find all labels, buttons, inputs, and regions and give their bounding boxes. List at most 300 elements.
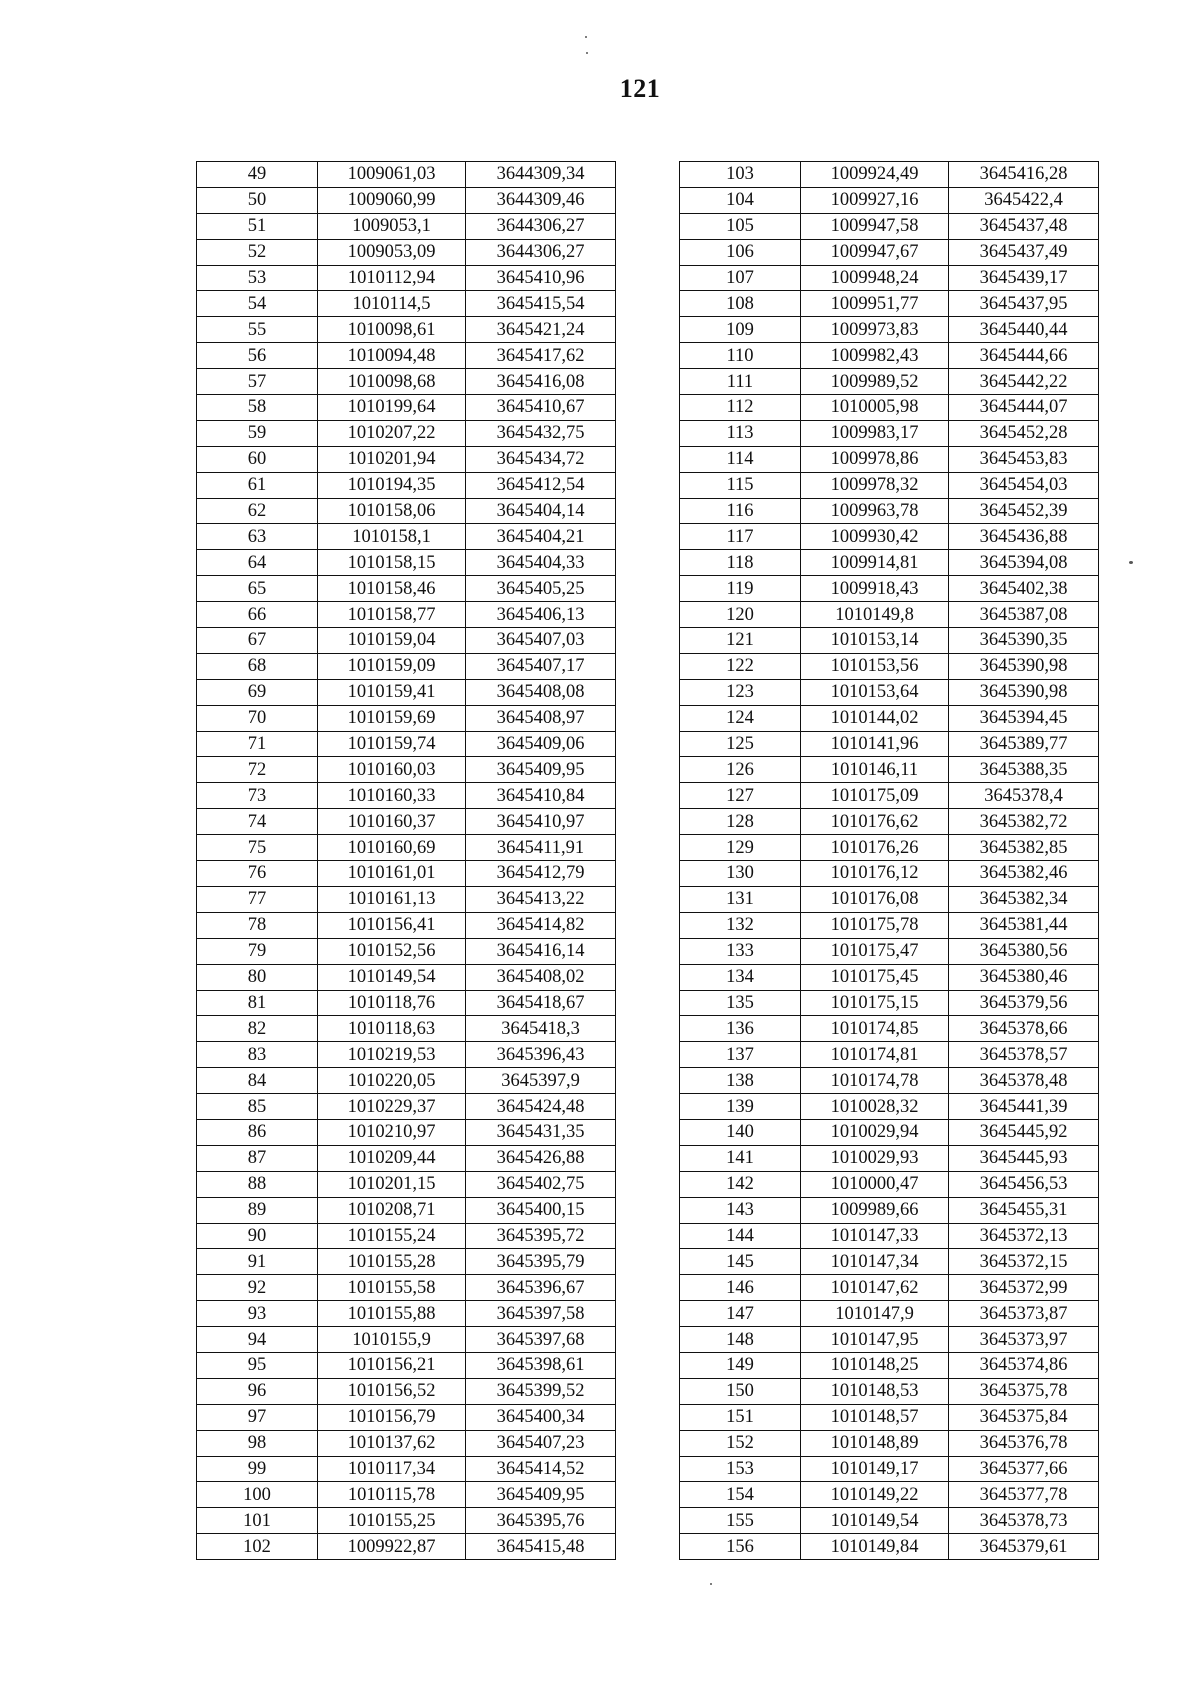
point-number-cell: 144: [680, 1223, 801, 1249]
x-coordinate-cell: 1010219,53: [318, 1042, 466, 1068]
y-coordinate-cell: 3645374,86: [949, 1352, 1099, 1378]
table-row: [680, 705, 1099, 731]
y-coordinate-cell: 3645442,22: [949, 369, 1099, 395]
x-coordinate-cell: 1009989,66: [801, 1197, 949, 1223]
table-row: [197, 938, 616, 964]
scan-speck: [586, 52, 588, 54]
table-row: [197, 524, 616, 550]
table-row: [197, 731, 616, 757]
table-row: [197, 886, 616, 912]
point-number-cell: 60: [197, 446, 318, 472]
table-row: [680, 1301, 1099, 1327]
point-number-cell: 106: [680, 239, 801, 265]
table-row: [680, 861, 1099, 887]
table-row: [197, 1301, 616, 1327]
point-number-cell: 136: [680, 1016, 801, 1042]
x-coordinate-cell: 1009053,1: [318, 213, 466, 239]
y-coordinate-cell: 3645437,48: [949, 213, 1099, 239]
point-number-cell: 119: [680, 576, 801, 602]
point-number-cell: 123: [680, 679, 801, 705]
x-coordinate-cell: 1010153,14: [801, 628, 949, 654]
table-row: [680, 809, 1099, 835]
y-coordinate-cell: 3645426,88: [466, 1145, 616, 1171]
point-number-cell: 95: [197, 1352, 318, 1378]
table-row: [680, 291, 1099, 317]
point-number-cell: 141: [680, 1145, 801, 1171]
table-row: [680, 1456, 1099, 1482]
x-coordinate-cell: 1010194,35: [318, 472, 466, 498]
table-row: [197, 783, 616, 809]
x-coordinate-cell: 1010220,05: [318, 1068, 466, 1094]
y-coordinate-cell: 3645375,84: [949, 1404, 1099, 1430]
table-row: [197, 861, 616, 887]
y-coordinate-cell: 3645382,34: [949, 886, 1099, 912]
y-coordinate-cell: 3645412,54: [466, 472, 616, 498]
y-coordinate-cell: 3645409,95: [466, 1482, 616, 1508]
point-number-cell: 126: [680, 757, 801, 783]
y-coordinate-cell: 3645418,67: [466, 990, 616, 1016]
y-coordinate-cell: 3645379,61: [949, 1534, 1099, 1560]
point-number-cell: 79: [197, 938, 318, 964]
table-row: [680, 1249, 1099, 1275]
point-number-cell: 87: [197, 1145, 318, 1171]
y-coordinate-cell: 3645413,22: [466, 886, 616, 912]
table-row: [197, 369, 616, 395]
x-coordinate-cell: 1010115,78: [318, 1482, 466, 1508]
x-coordinate-cell: 1010174,78: [801, 1068, 949, 1094]
x-coordinate-cell: 1009061,03: [318, 162, 466, 188]
point-number-cell: 129: [680, 835, 801, 861]
x-coordinate-cell: 1010155,28: [318, 1249, 466, 1275]
table-row: [197, 679, 616, 705]
table-row: [680, 213, 1099, 239]
x-coordinate-cell: 1010148,89: [801, 1430, 949, 1456]
y-coordinate-cell: 3645455,31: [949, 1197, 1099, 1223]
x-coordinate-cell: 1009982,43: [801, 343, 949, 369]
x-coordinate-cell: 1010147,33: [801, 1223, 949, 1249]
point-number-cell: 125: [680, 731, 801, 757]
point-number-cell: 142: [680, 1171, 801, 1197]
x-coordinate-cell: 1010148,25: [801, 1352, 949, 1378]
x-coordinate-cell: 1010153,64: [801, 679, 949, 705]
x-coordinate-cell: 1010147,34: [801, 1249, 949, 1275]
table-row: [680, 1042, 1099, 1068]
x-coordinate-cell: 1010148,53: [801, 1378, 949, 1404]
y-coordinate-cell: 3645388,35: [949, 757, 1099, 783]
x-coordinate-cell: 1009948,24: [801, 265, 949, 291]
y-coordinate-cell: 3645378,73: [949, 1508, 1099, 1534]
table-row: [197, 420, 616, 446]
y-coordinate-cell: 3644306,27: [466, 213, 616, 239]
x-coordinate-cell: 1009930,42: [801, 524, 949, 550]
table-row: [680, 1430, 1099, 1456]
table-row: [680, 628, 1099, 654]
point-number-cell: 110: [680, 343, 801, 369]
point-number-cell: 50: [197, 187, 318, 213]
x-coordinate-cell: 1010098,68: [318, 369, 466, 395]
y-coordinate-cell: 3645378,57: [949, 1042, 1099, 1068]
x-coordinate-cell: 1010147,9: [801, 1301, 949, 1327]
y-coordinate-cell: 3645437,49: [949, 239, 1099, 265]
point-number-cell: 66: [197, 602, 318, 628]
point-number-cell: 131: [680, 886, 801, 912]
x-coordinate-cell: 1010208,71: [318, 1197, 466, 1223]
x-coordinate-cell: 1010152,56: [318, 938, 466, 964]
x-coordinate-cell: 1010161,13: [318, 886, 466, 912]
table-row: [680, 835, 1099, 861]
table-row: [680, 938, 1099, 964]
table-row: [680, 731, 1099, 757]
table-row: [680, 1094, 1099, 1120]
table-row: [197, 576, 616, 602]
y-coordinate-cell: 3645452,39: [949, 498, 1099, 524]
y-coordinate-cell: 3645377,78: [949, 1482, 1099, 1508]
point-number-cell: 109: [680, 317, 801, 343]
point-number-cell: 67: [197, 628, 318, 654]
point-number-cell: 56: [197, 343, 318, 369]
point-number-cell: 154: [680, 1482, 801, 1508]
table-row: [197, 990, 616, 1016]
y-coordinate-cell: 3645373,97: [949, 1327, 1099, 1353]
x-coordinate-cell: 1010156,79: [318, 1404, 466, 1430]
x-coordinate-cell: 1009947,58: [801, 213, 949, 239]
scan-speck: [585, 36, 587, 38]
point-number-cell: 63: [197, 524, 318, 550]
table-row: [197, 395, 616, 421]
table-row: [197, 1171, 616, 1197]
x-coordinate-cell: 1010118,63: [318, 1016, 466, 1042]
y-coordinate-cell: 3645407,17: [466, 653, 616, 679]
table-row: [680, 317, 1099, 343]
x-coordinate-cell: 1010153,56: [801, 653, 949, 679]
x-coordinate-cell: 1009060,99: [318, 187, 466, 213]
table-row: [197, 1327, 616, 1353]
x-coordinate-cell: 1010149,8: [801, 602, 949, 628]
point-number-cell: 103: [680, 162, 801, 188]
x-coordinate-cell: 1009978,32: [801, 472, 949, 498]
y-coordinate-cell: 3645415,54: [466, 291, 616, 317]
table-row: [197, 628, 616, 654]
scan-speck: [1129, 561, 1133, 564]
table-row: [197, 1534, 616, 1560]
y-coordinate-cell: 3645375,78: [949, 1378, 1099, 1404]
y-coordinate-cell: 3645372,13: [949, 1223, 1099, 1249]
y-coordinate-cell: 3645452,28: [949, 420, 1099, 446]
x-coordinate-cell: 1010158,77: [318, 602, 466, 628]
y-coordinate-cell: 3645434,72: [466, 446, 616, 472]
y-coordinate-cell: 3645436,88: [949, 524, 1099, 550]
y-coordinate-cell: 3644306,27: [466, 239, 616, 265]
y-coordinate-cell: 3645441,39: [949, 1094, 1099, 1120]
point-number-cell: 102: [197, 1534, 318, 1560]
y-coordinate-cell: 3645390,35: [949, 628, 1099, 654]
table-row: [197, 317, 616, 343]
table-row: [680, 576, 1099, 602]
x-coordinate-cell: 1010176,62: [801, 809, 949, 835]
y-coordinate-cell: 3645411,91: [466, 835, 616, 861]
x-coordinate-cell: 1010029,93: [801, 1145, 949, 1171]
point-number-cell: 65: [197, 576, 318, 602]
point-number-cell: 83: [197, 1042, 318, 1068]
point-number-cell: 108: [680, 291, 801, 317]
page-number: 121: [619, 74, 661, 103]
table-row: [680, 1404, 1099, 1430]
y-coordinate-cell: 3645414,82: [466, 912, 616, 938]
y-coordinate-cell: 3645380,46: [949, 964, 1099, 990]
y-coordinate-cell: 3645410,97: [466, 809, 616, 835]
table-row: [197, 162, 616, 188]
y-coordinate-cell: 3645410,96: [466, 265, 616, 291]
table-row: [197, 1378, 616, 1404]
y-coordinate-cell: 3645389,77: [949, 731, 1099, 757]
table-row: [197, 705, 616, 731]
table-row: [197, 1145, 616, 1171]
x-coordinate-cell: 1009947,67: [801, 239, 949, 265]
point-number-cell: 140: [680, 1119, 801, 1145]
y-coordinate-cell: 3645416,14: [466, 938, 616, 964]
x-coordinate-cell: 1010229,37: [318, 1094, 466, 1120]
x-coordinate-cell: 1010159,04: [318, 628, 466, 654]
point-number-cell: 153: [680, 1456, 801, 1482]
table-row: [680, 162, 1099, 188]
table-row: [197, 653, 616, 679]
x-coordinate-cell: 1009053,09: [318, 239, 466, 265]
y-coordinate-cell: 3645394,45: [949, 705, 1099, 731]
point-number-cell: 100: [197, 1482, 318, 1508]
y-coordinate-cell: 3645437,95: [949, 291, 1099, 317]
point-number-cell: 71: [197, 731, 318, 757]
y-coordinate-cell: 3645397,58: [466, 1301, 616, 1327]
point-number-cell: 156: [680, 1534, 801, 1560]
table-row: [680, 369, 1099, 395]
point-number-cell: 105: [680, 213, 801, 239]
table-row: [680, 446, 1099, 472]
y-coordinate-cell: 3645397,9: [466, 1068, 616, 1094]
coordinates-table-right-body: [680, 162, 1099, 1560]
x-coordinate-cell: 1009927,16: [801, 187, 949, 213]
x-coordinate-cell: 1009951,77: [801, 291, 949, 317]
y-coordinate-cell: 3645439,17: [949, 265, 1099, 291]
point-number-cell: 149: [680, 1352, 801, 1378]
x-coordinate-cell: 1010114,5: [318, 291, 466, 317]
point-number-cell: 120: [680, 602, 801, 628]
point-number-cell: 51: [197, 213, 318, 239]
x-coordinate-cell: 1010005,98: [801, 395, 949, 421]
table-row: [680, 1352, 1099, 1378]
table-row: [197, 1094, 616, 1120]
x-coordinate-cell: 1010148,57: [801, 1404, 949, 1430]
table-row: [197, 498, 616, 524]
point-number-cell: 118: [680, 550, 801, 576]
x-coordinate-cell: 1010175,78: [801, 912, 949, 938]
y-coordinate-cell: 3645453,83: [949, 446, 1099, 472]
y-coordinate-cell: 3645398,61: [466, 1352, 616, 1378]
x-coordinate-cell: 1010149,22: [801, 1482, 949, 1508]
x-coordinate-cell: 1010158,06: [318, 498, 466, 524]
x-coordinate-cell: 1010201,94: [318, 446, 466, 472]
y-coordinate-cell: 3644309,46: [466, 187, 616, 213]
y-coordinate-cell: 3645390,98: [949, 679, 1099, 705]
table-row: [197, 1456, 616, 1482]
point-number-cell: 104: [680, 187, 801, 213]
point-number-cell: 57: [197, 369, 318, 395]
x-coordinate-cell: 1010160,69: [318, 835, 466, 861]
y-coordinate-cell: 3645394,08: [949, 550, 1099, 576]
table-row: [680, 1223, 1099, 1249]
x-coordinate-cell: 1010158,15: [318, 550, 466, 576]
table-row: [680, 420, 1099, 446]
y-coordinate-cell: 3645404,33: [466, 550, 616, 576]
coordinates-table-right: [679, 161, 1099, 1560]
point-number-cell: 112: [680, 395, 801, 421]
y-coordinate-cell: 3645418,3: [466, 1016, 616, 1042]
x-coordinate-cell: 1010112,94: [318, 265, 466, 291]
table-row: [197, 343, 616, 369]
x-coordinate-cell: 1010137,62: [318, 1430, 466, 1456]
table-row: [680, 1534, 1099, 1560]
y-coordinate-cell: 3645416,08: [466, 369, 616, 395]
y-coordinate-cell: 3645395,72: [466, 1223, 616, 1249]
y-coordinate-cell: 3645395,79: [466, 1249, 616, 1275]
table-row: [197, 1249, 616, 1275]
table-row: [680, 1119, 1099, 1145]
x-coordinate-cell: 1009973,83: [801, 317, 949, 343]
y-coordinate-cell: 3645402,38: [949, 576, 1099, 602]
point-number-cell: 98: [197, 1430, 318, 1456]
x-coordinate-cell: 1010174,85: [801, 1016, 949, 1042]
y-coordinate-cell: 3645390,98: [949, 653, 1099, 679]
table-row: [197, 187, 616, 213]
table-row: [680, 239, 1099, 265]
point-number-cell: 146: [680, 1275, 801, 1301]
x-coordinate-cell: 1010161,01: [318, 861, 466, 887]
x-coordinate-cell: 1010094,48: [318, 343, 466, 369]
table-row: [680, 783, 1099, 809]
table-row: [680, 602, 1099, 628]
point-number-cell: 69: [197, 679, 318, 705]
y-coordinate-cell: 3645408,02: [466, 964, 616, 990]
table-row: [680, 187, 1099, 213]
x-coordinate-cell: 1010176,26: [801, 835, 949, 861]
table-row: [197, 835, 616, 861]
table-row: [680, 757, 1099, 783]
table-row: [680, 1327, 1099, 1353]
point-number-cell: 130: [680, 861, 801, 887]
table-row: [680, 524, 1099, 550]
point-number-cell: 99: [197, 1456, 318, 1482]
x-coordinate-cell: 1010155,88: [318, 1301, 466, 1327]
point-number-cell: 114: [680, 446, 801, 472]
x-coordinate-cell: 1010160,33: [318, 783, 466, 809]
table-row: [680, 1016, 1099, 1042]
table-row: [197, 1404, 616, 1430]
table-row: [197, 1119, 616, 1145]
y-coordinate-cell: 3645380,56: [949, 938, 1099, 964]
point-number-cell: 80: [197, 964, 318, 990]
y-coordinate-cell: 3645378,66: [949, 1016, 1099, 1042]
y-coordinate-cell: 3645382,85: [949, 835, 1099, 861]
table-row: [197, 757, 616, 783]
table-row: [197, 239, 616, 265]
y-coordinate-cell: 3645422,4: [949, 187, 1099, 213]
table-row: [680, 886, 1099, 912]
table-row: [197, 1482, 616, 1508]
table-row: [197, 472, 616, 498]
scan-speck: [710, 1583, 712, 1585]
point-number-cell: 89: [197, 1197, 318, 1223]
point-number-cell: 53: [197, 265, 318, 291]
point-number-cell: 116: [680, 498, 801, 524]
y-coordinate-cell: 3645415,48: [466, 1534, 616, 1560]
table-row: [680, 653, 1099, 679]
y-coordinate-cell: 3645431,35: [466, 1119, 616, 1145]
y-coordinate-cell: 3645417,62: [466, 343, 616, 369]
table-row: [197, 550, 616, 576]
y-coordinate-cell: 3645409,95: [466, 757, 616, 783]
x-coordinate-cell: 1010156,21: [318, 1352, 466, 1378]
point-number-cell: 107: [680, 265, 801, 291]
table-row: [680, 265, 1099, 291]
y-coordinate-cell: 3645405,25: [466, 576, 616, 602]
x-coordinate-cell: 1010158,46: [318, 576, 466, 602]
point-number-cell: 88: [197, 1171, 318, 1197]
y-coordinate-cell: 3645378,48: [949, 1068, 1099, 1094]
point-number-cell: 134: [680, 964, 801, 990]
y-coordinate-cell: 3645396,43: [466, 1042, 616, 1068]
point-number-cell: 101: [197, 1508, 318, 1534]
y-coordinate-cell: 3645396,67: [466, 1275, 616, 1301]
y-coordinate-cell: 3645382,72: [949, 809, 1099, 835]
x-coordinate-cell: 1010147,95: [801, 1327, 949, 1353]
point-number-cell: 76: [197, 861, 318, 887]
y-coordinate-cell: 3645377,66: [949, 1456, 1099, 1482]
y-coordinate-cell: 3645399,52: [466, 1378, 616, 1404]
x-coordinate-cell: 1010144,02: [801, 705, 949, 731]
point-number-cell: 92: [197, 1275, 318, 1301]
x-coordinate-cell: 1010155,9: [318, 1327, 466, 1353]
point-number-cell: 90: [197, 1223, 318, 1249]
point-number-cell: 113: [680, 420, 801, 446]
x-coordinate-cell: 1010159,09: [318, 653, 466, 679]
table-row: [680, 679, 1099, 705]
x-coordinate-cell: 1010149,54: [801, 1508, 949, 1534]
y-coordinate-cell: 3645395,76: [466, 1508, 616, 1534]
point-number-cell: 147: [680, 1301, 801, 1327]
x-coordinate-cell: 1010176,12: [801, 861, 949, 887]
x-coordinate-cell: 1010155,25: [318, 1508, 466, 1534]
point-number-cell: 122: [680, 653, 801, 679]
point-number-cell: 61: [197, 472, 318, 498]
table-row: [197, 1275, 616, 1301]
x-coordinate-cell: 1010175,45: [801, 964, 949, 990]
x-coordinate-cell: 1010174,81: [801, 1042, 949, 1068]
table-row: [680, 343, 1099, 369]
y-coordinate-cell: 3645376,78: [949, 1430, 1099, 1456]
point-number-cell: 54: [197, 291, 318, 317]
y-coordinate-cell: 3644309,34: [466, 162, 616, 188]
x-coordinate-cell: 1010000,47: [801, 1171, 949, 1197]
y-coordinate-cell: 3645381,44: [949, 912, 1099, 938]
table-row: [197, 1016, 616, 1042]
x-coordinate-cell: 1009918,43: [801, 576, 949, 602]
y-coordinate-cell: 3645421,24: [466, 317, 616, 343]
table-row: [680, 550, 1099, 576]
x-coordinate-cell: 1010175,47: [801, 938, 949, 964]
x-coordinate-cell: 1009924,49: [801, 162, 949, 188]
table-row: [680, 990, 1099, 1016]
table-row: [197, 1042, 616, 1068]
y-coordinate-cell: 3645400,34: [466, 1404, 616, 1430]
